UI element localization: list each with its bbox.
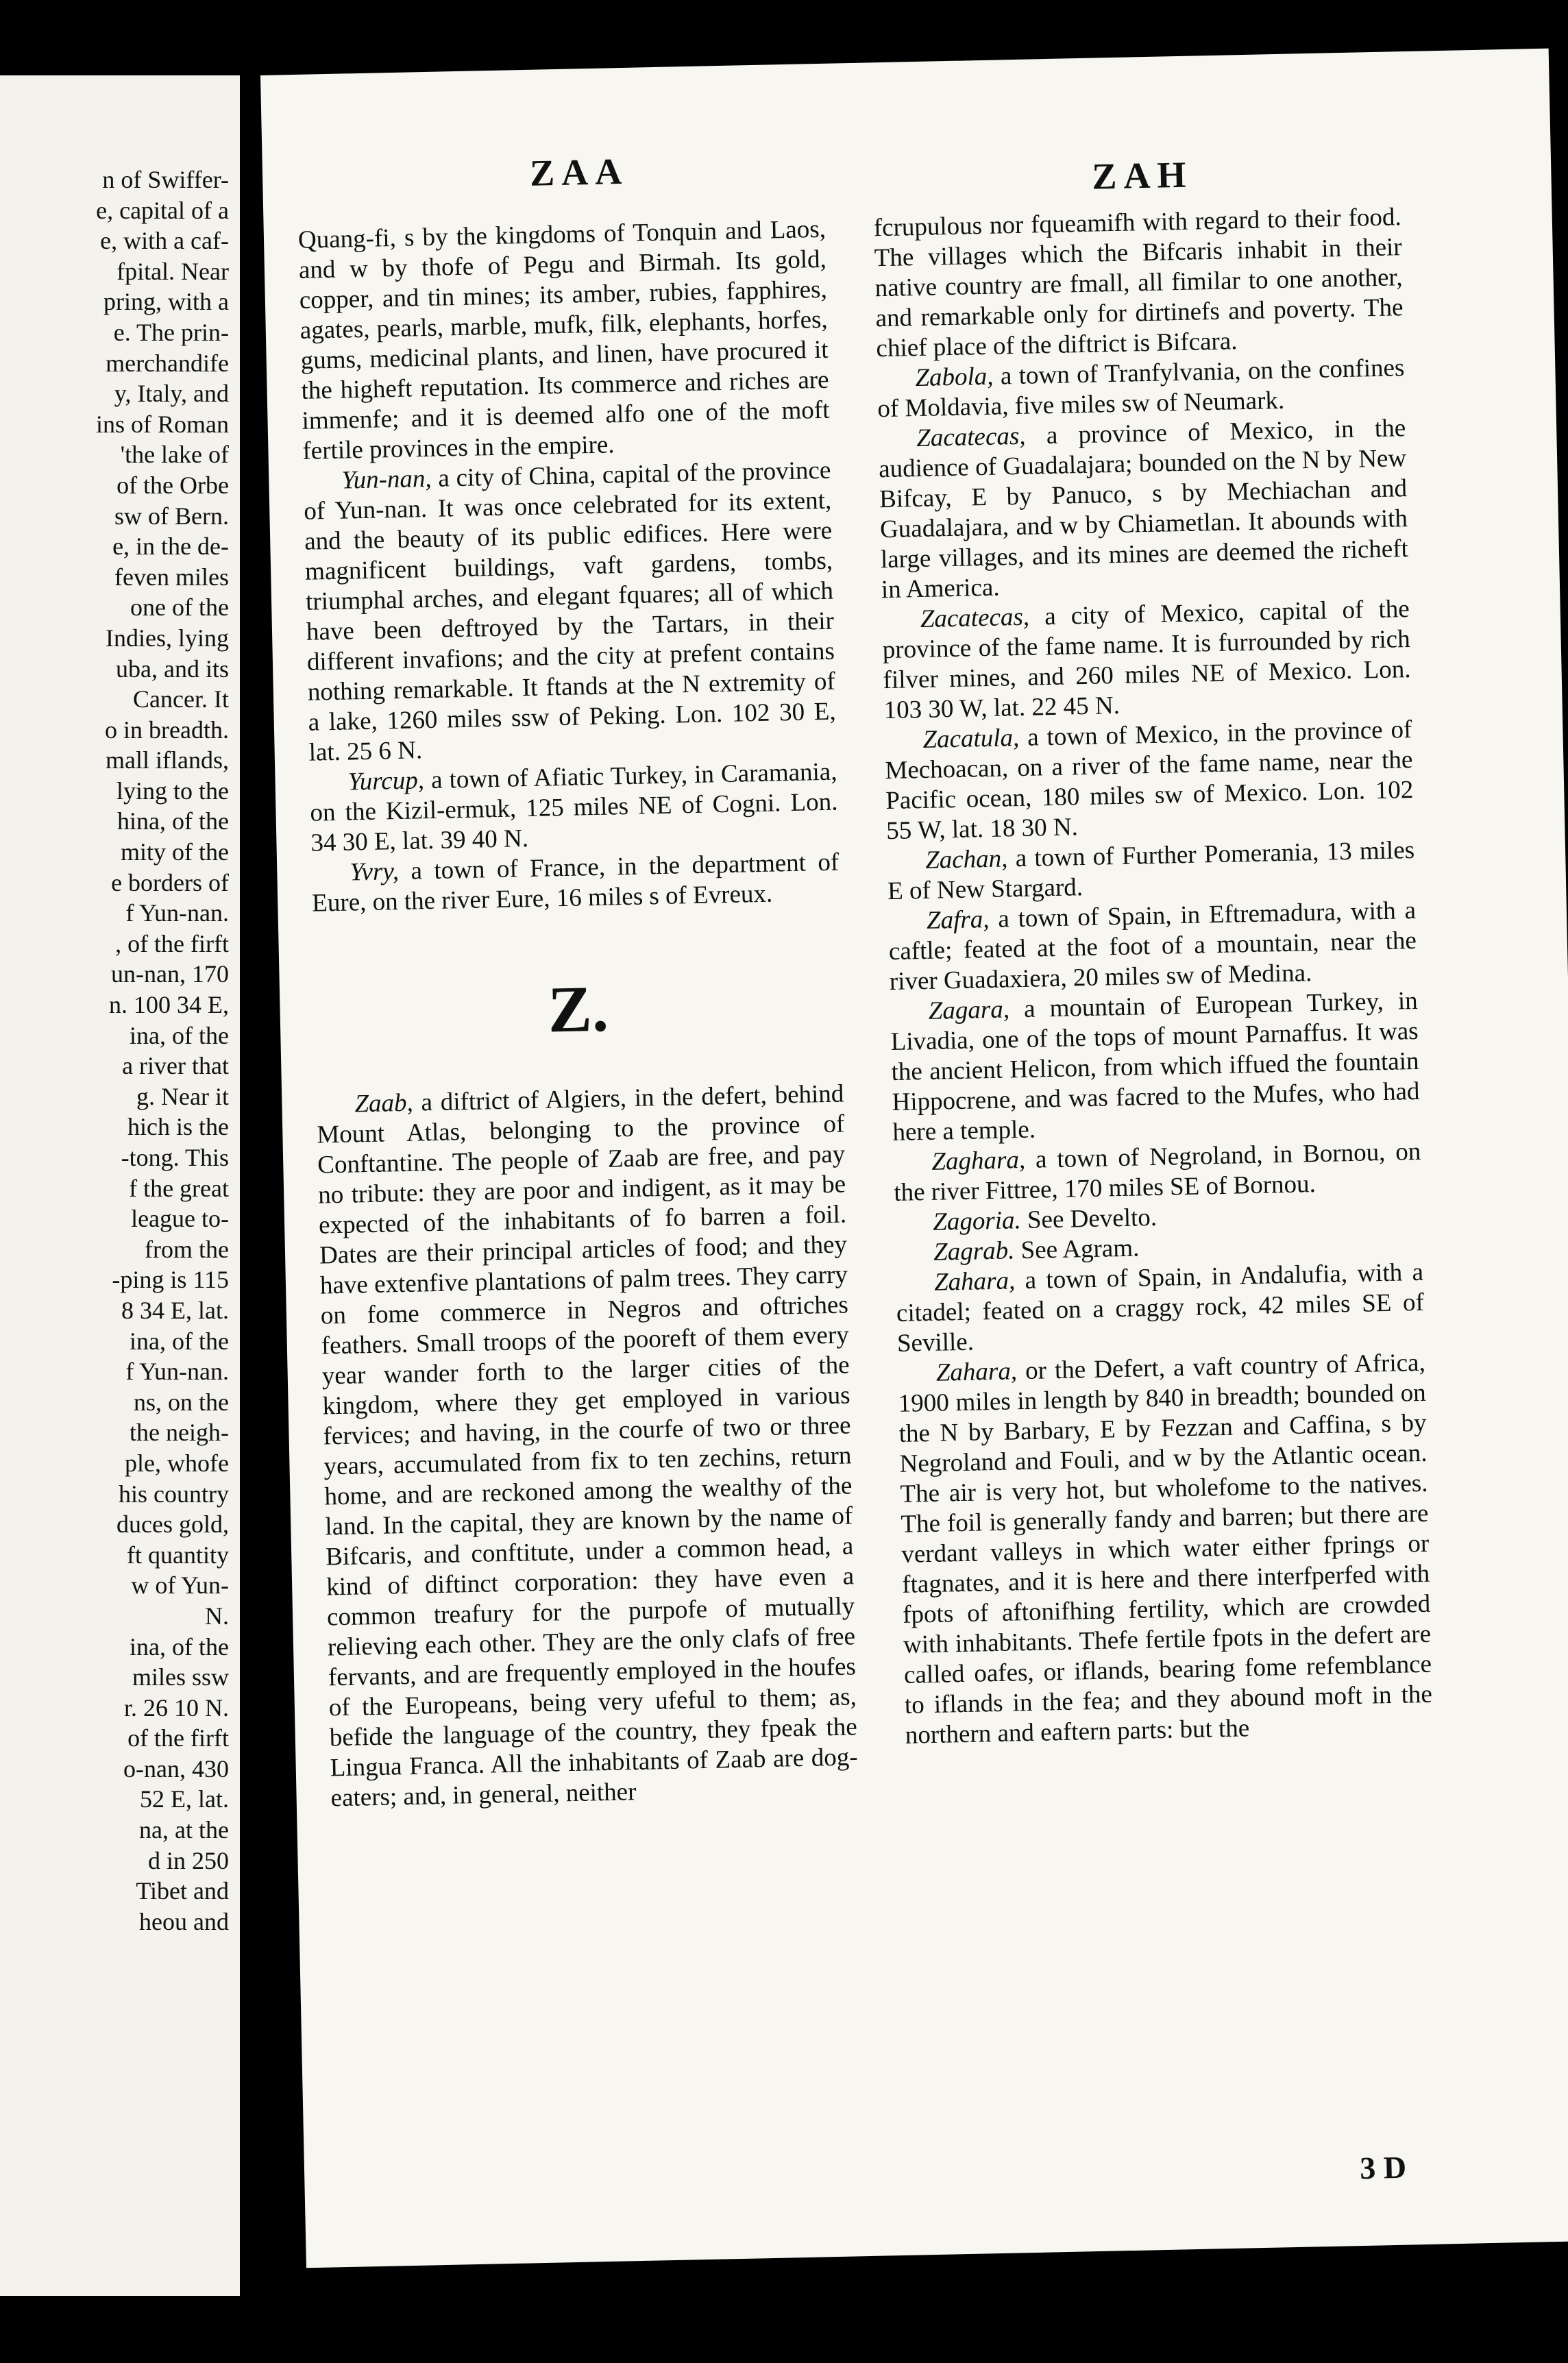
entry-name: Zahara, <box>933 1266 1016 1297</box>
entry-paragraph <box>881 594 1412 726</box>
entry-name: Zagoria. <box>932 1206 1022 1236</box>
left-page-line: e, in the de- <box>112 532 229 561</box>
left-page-line: y, Italy, and <box>114 380 229 408</box>
left-page-line: league to- <box>131 1205 229 1233</box>
left-page-line: f Yun-nan. <box>125 1358 229 1386</box>
entry-paragraph <box>303 456 837 768</box>
left-page-line: Indies, lying <box>106 624 229 652</box>
left-page-line: un-nan, 170 <box>111 960 229 988</box>
left-page-line: w of Yun- <box>131 1571 229 1600</box>
column-left <box>298 215 859 1814</box>
left-page-line: e, with a caf- <box>100 227 229 255</box>
left-page-line: lying to the <box>117 776 229 805</box>
section-letter-heading: Z. <box>547 971 609 1046</box>
entry-text: or the Defert, a vaft country of Africa, 1900 miles in length by 840 in breadth; bounded on the N by Barbary, E by Fezzan and Caffina, s by Negroland and Fouli, and w by the Atlantic ocean. The air is very hot, but wholefome to the natives. The foil is generally fandy and barren; but there are verdant valleys in which water either fprings or ftagnates, and it is here and there interfperfed with fpots of aftonifhing fertility, which are crowded with inhabitants. Thefe fertile fpots in the defert are called oafes, or iflands, bearing fome refemblance to iflands in the fea; and they abound moft in the northern and eaftern parts: but the <box>898 1348 1433 1750</box>
left-page-line: -ping is 115 <box>112 1266 229 1294</box>
entry-text: a mountain of European Turkey, in Livadia, one of the tops of mount Parnaffus. It was the ancient Helicon, from which iffued the fountain Hippocrene, and was facred to the Mufes, who had here a temple. <box>890 986 1420 1147</box>
left-page-line: mall iflands, <box>106 746 229 774</box>
entry-name: Zabola, <box>915 362 994 393</box>
entry-name: Zaab, <box>354 1088 414 1118</box>
left-page-line: -tong. This <box>121 1144 229 1171</box>
entry-name: Zagara, <box>928 995 1010 1025</box>
left-page-line: 'the lake of <box>120 441 229 469</box>
left-page-line: e borders of <box>111 868 229 896</box>
left-page-line: of the firft <box>127 1724 229 1752</box>
entry-text: a town of Mexico, in the province of Mechoacan, on a river of the fame name, near the Pacific ocean, 180 miles sw of Mexico. Lon. 102 55 W, lat. 18 30 N. <box>885 715 1414 846</box>
left-page-line: , of the firft <box>115 929 229 957</box>
left-page-line: ple, whofe <box>125 1449 229 1477</box>
running-head-right: ZAH <box>1091 154 1193 197</box>
entry-text: a city of China, capital of the province of Yun-nan. It was once celebrated for its extent, and the beauty of its public edifices. Here were magnificent buildings, vaft gardens, tombs, triumphal arches, and elegant fquares; all of which have been deftroyed by the Tartars, in their different invafions; and the city at prefent contains nothing remarkable. It ftands at the N extremity of a lake, 1260 miles ssw of Peking. Lon. 102 30 E, lat. 25 6 N. <box>303 456 837 767</box>
left-page-line: pring, with a <box>103 288 229 316</box>
entry-name: Zacatecas, <box>916 421 1026 453</box>
entry-paragraph <box>309 757 839 859</box>
left-page-line: ins of Roman <box>96 410 229 438</box>
entry-name: Zacatecas, <box>920 602 1030 634</box>
entry-paragraph <box>890 986 1420 1148</box>
left-page-line: ns, on the <box>134 1388 229 1416</box>
entry-text: a town of Tranfylvania, on the confines of Moldavia, five miles sw of Neumark. <box>877 354 1405 424</box>
entry-name: Yvry, <box>349 857 400 887</box>
entry-text: a town of France, in the department of Eure, on the river Eure, 16 miles s of Evreux. <box>311 848 840 918</box>
entry-paragraph <box>311 848 840 919</box>
page <box>260 49 1568 2268</box>
left-page-line: sw of Bern. <box>114 502 229 530</box>
entry-paragraph <box>877 353 1406 424</box>
left-page-line: o in breadth. <box>105 715 229 744</box>
entry-paragraph <box>896 1258 1425 1359</box>
left-page-line: the neigh- <box>130 1419 229 1447</box>
left-page-line: merchandife <box>106 349 229 377</box>
left-page-line: na, at the <box>139 1816 229 1844</box>
left-page-line: mity of the <box>121 838 229 866</box>
left-page-line: Tibet and <box>136 1877 229 1905</box>
entry-text: a town of Spain, in Andalufia, with a citadel; feated on a craggy rock, 42 miles SE of Seville. <box>896 1258 1425 1358</box>
left-page-line: 8 34 E, lat. <box>121 1296 229 1324</box>
left-page-line: d in 250 <box>147 1846 229 1874</box>
catchword: 3 D <box>1359 2149 1407 2186</box>
entry-name: Zaghara, <box>931 1145 1026 1176</box>
left-page-line: 52 E, lat. <box>140 1785 229 1813</box>
left-page-line: o-nan, 430 <box>123 1754 229 1783</box>
left-page-fragment <box>0 75 240 2296</box>
entry-text: a province of Mexico, in the audience of Guadalajara; bounded on the N by New Bifcay, E by Panuco, s by Mechiachan and Guadalajara, and w by Chiametlan. It abounds with large villages, and its mines are deemed the richeft in America. <box>878 414 1409 604</box>
entry-text: fcrupulous nor fqueamifh with regard to their food. The villages which the Bifcaris inhabit in their native country are fmall, all fimilar to one another, and remarkable only for dirtinefs and poverty. The chief place of the diftrict is Bifcara. <box>873 203 1404 363</box>
column-right <box>873 202 1433 1751</box>
left-page-line: of the Orbe <box>117 471 229 499</box>
left-page-line: ina, of the <box>130 1632 229 1661</box>
entry-text: See Develto. <box>1020 1203 1157 1235</box>
entry-name: Zachan, <box>924 844 1008 874</box>
entry-text: a city of Mexico, capital of the province of the fame name. It is furrounded by rich filver mines, and 260 miles NE of Mexico. Lon. 103 30 W, lat. 22 45 N. <box>882 595 1411 725</box>
left-page-line: uba, and its <box>116 654 229 683</box>
entry-name: Zahara, <box>935 1357 1018 1387</box>
entry-name: Zacatula, <box>922 724 1020 754</box>
entry-name: Yurcup, <box>347 766 425 796</box>
left-page-line: a river that <box>122 1052 229 1080</box>
left-page-line: e, capital of a <box>96 196 229 224</box>
left-page-line: f the great <box>129 1174 229 1202</box>
entry-text: a diftrict of Algiers, in the defert, behind Mount Atlas, belonging to the province of Conftantine. The people of Zaab are free, and pay no tribute: they are poor and indigent, as it may be expected of the inhabitants of fo barren a foil. Dates are their principal articles of food; and they have extenfive plantations of palm trees. They carry on fome commerce in Negros and oftriches feathers. Small troops of the pooreft of them every year wander forth to the larger cities of the kingdom, where they get employed in various fervices; and having, in the courfe of two or three years, accumulated from fix to ten zechins, return home, and are reckoned among the wealthy of the land. In the capital, they are known by the name of Bifcaris, and conftitute, under a common head, a kind of diftinct corporation: they have even a common treafury for the purpofe of mutually relieving each other. They are the only clafs of free fervants, and are frequently employed in the houfes of the Europeans, being very ufeful to them; as, befide the language of the country, they fpeak the Lingua Franca. All the inhabitants of Zaab are dog-eaters; and, in general, neither <box>316 1079 859 1813</box>
entry-paragraph <box>873 202 1404 364</box>
left-page-line: his country <box>119 1480 229 1508</box>
left-page-line: n. 100 34 E, <box>109 991 229 1019</box>
entry-text: a town of Further Pomerania, 13 miles E of New Stargard. <box>887 835 1415 906</box>
entry-name: Zagrab. <box>933 1236 1015 1266</box>
running-head-left: ZAA <box>529 150 629 194</box>
left-page-line: hich is the <box>127 1113 229 1141</box>
entry-text: a town of Negroland, in Bornou, on the river Fittree, 170 miles SE of Bornou. <box>893 1137 1421 1207</box>
left-page-line: one of the <box>130 593 229 622</box>
left-page-line: n of Swiffer- <box>102 166 229 193</box>
entry-paragraph <box>897 1348 1433 1751</box>
entry-paragraph <box>316 1079 859 1814</box>
left-page-line: N. <box>205 1602 229 1630</box>
left-page-text <box>0 164 233 1937</box>
entry-paragraph <box>893 1137 1422 1208</box>
entry-paragraph <box>884 715 1414 846</box>
left-page-line: feven miles <box>114 563 229 591</box>
left-page-line: r. 26 10 N. <box>124 1693 229 1722</box>
left-page-line: duces gold, <box>117 1510 229 1539</box>
entry-text: See Agram. <box>1014 1234 1140 1265</box>
entry-paragraph <box>878 413 1409 605</box>
left-page-line: miles ssw <box>132 1663 229 1691</box>
left-page-line: Cancer. It <box>133 685 229 713</box>
left-page-line: ina, of the <box>130 1021 229 1049</box>
left-page-line: ft quantity <box>127 1541 229 1569</box>
entry-text: a town of Afiatic Turkey, in Caramania, on the Kizil-ermuk, 125 miles NE of Cogni. Lon. 34 30 E, lat. 39 40 N. <box>310 757 838 857</box>
left-page-line: e. The prin- <box>113 318 229 346</box>
entry-text: a town of Spain, in Eftremadura, with a caftle; feated at the foot of a mountain, near the river Guadaxiera, 20 miles sw of Medina. <box>888 896 1417 996</box>
left-page-line: f Yun-nan. <box>125 899 229 927</box>
entry-name: Zafra, <box>926 905 990 935</box>
entry-paragraph <box>888 896 1418 997</box>
entry-paragraph <box>887 835 1416 907</box>
left-page-line: ina, of the <box>130 1327 229 1355</box>
left-page-line: fpital. Near <box>117 257 229 285</box>
entry-paragraph <box>298 215 831 467</box>
entry-text: Quang-fi, s by the kingdoms of Tonquin and Laos, and w by thofe of Pegu and Birmah. Its gold, copper, and tin mines; its amber, rubies, fapphires, agates, pearls, marble, mufk, filk, elephants, horfes, gums, medicinal plants, and linen, have procured it the higheft reputation. Its commerce and riches are immenfe; and it is deemed alfo one of the moft fertile provinces in the empire. <box>297 215 830 465</box>
left-page-line: from the <box>145 1235 229 1263</box>
left-page-line: heou and <box>139 1907 229 1935</box>
left-page-line: g. Near it <box>136 1082 229 1110</box>
entry-name: Yun-nan, <box>341 464 432 495</box>
left-page-line: hina, of the <box>117 807 229 835</box>
